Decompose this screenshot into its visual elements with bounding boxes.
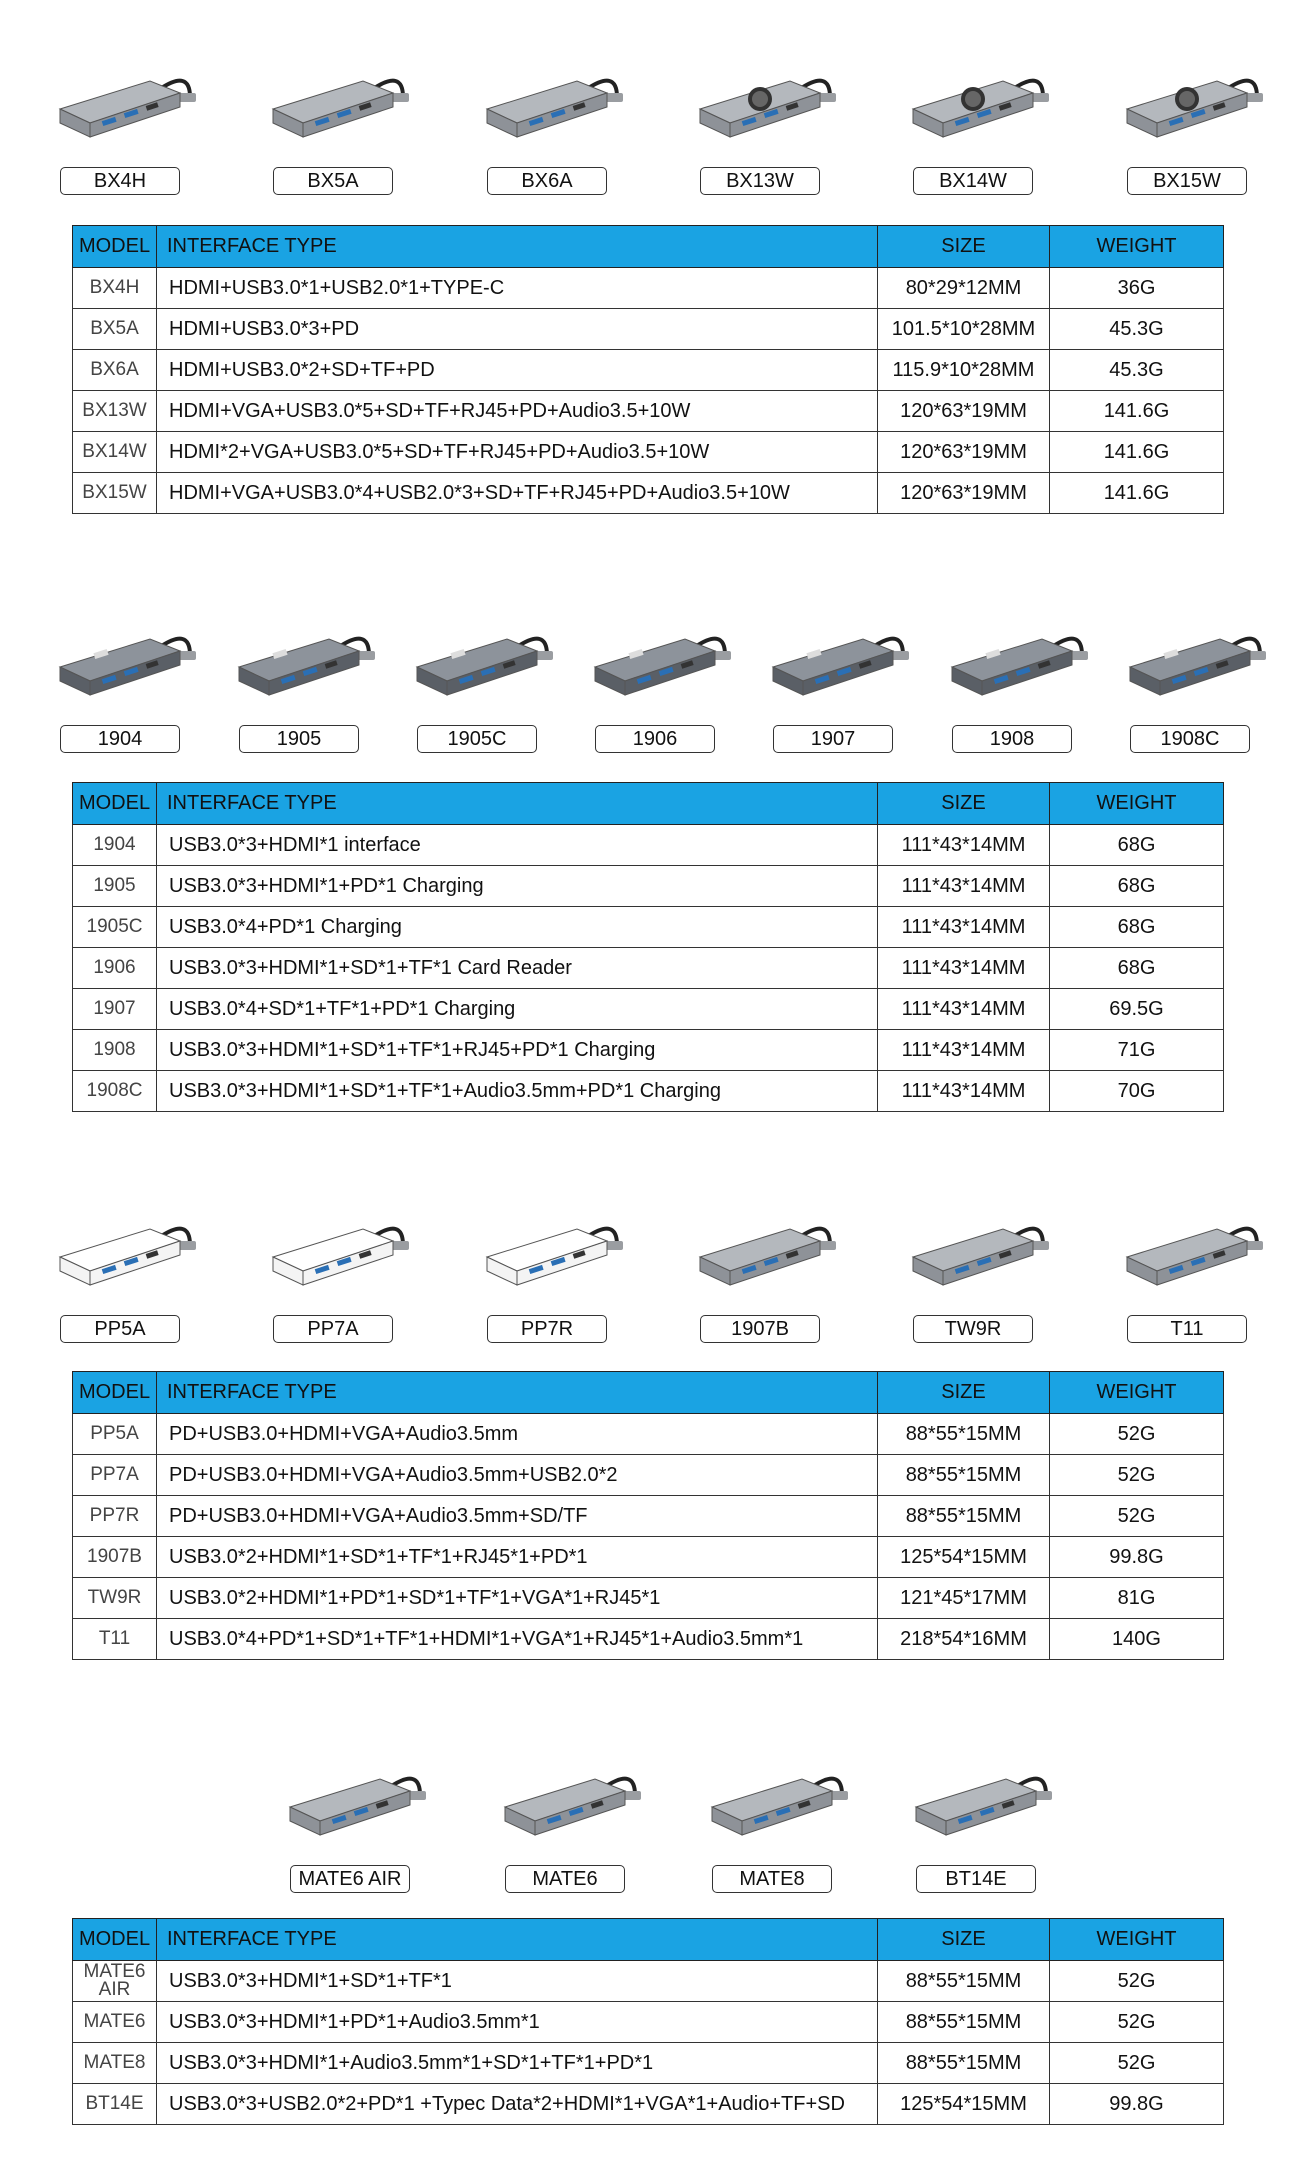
cell-size: 111*43*14MM (878, 866, 1050, 907)
cell-size: 101.5*10*28MM (878, 309, 1050, 350)
cell-size: 88*55*15MM (878, 2043, 1050, 2084)
product-label: MATE6 AIR (290, 1865, 410, 1893)
cell-weight: 52G (1050, 1414, 1224, 1455)
header-interface-type: INTERFACE TYPE (157, 1919, 878, 1961)
header-interface-type: INTERFACE TYPE (157, 1372, 878, 1414)
product-item (253, 45, 413, 197)
cell-size: 120*63*19MM (878, 473, 1050, 514)
product-label: 1908C (1130, 725, 1250, 753)
header-size: SIZE (878, 1372, 1050, 1414)
spec-table-3 (72, 1371, 1224, 1660)
product-image (219, 607, 379, 717)
cell-model: 1904 (73, 825, 157, 866)
product-item (40, 575, 200, 755)
cell-size: 88*55*15MM (878, 1414, 1050, 1455)
cell-weight: 68G (1050, 907, 1224, 948)
cell-size: 111*43*14MM (878, 989, 1050, 1030)
cell-size: 218*54*16MM (878, 1619, 1050, 1660)
table-row (73, 350, 1224, 391)
cell-model: BX15W (73, 473, 157, 514)
header-size: SIZE (878, 783, 1050, 825)
product-image (397, 607, 557, 717)
product-item (485, 1715, 645, 1895)
product-label: TW9R (913, 1315, 1033, 1343)
cell-interface-type: PD+USB3.0+HDMI+VGA+Audio3.5mm+USB2.0*2 (157, 1455, 878, 1496)
table-row (73, 309, 1224, 350)
product-item (692, 1715, 852, 1895)
cell-weight: 68G (1050, 825, 1224, 866)
cell-interface-type: USB3.0*3+HDMI*1+SD*1+TF*1+RJ45+PD*1 Charging (157, 1030, 878, 1071)
table-row (73, 825, 1224, 866)
product-image (485, 1747, 645, 1857)
table-header-row (73, 1919, 1224, 1961)
cell-model: 1908 (73, 1030, 157, 1071)
cell-size: 111*43*14MM (878, 825, 1050, 866)
product-image (1110, 607, 1270, 717)
cell-interface-type: USB3.0*2+HDMI*1+SD*1+TF*1+RJ45*1+PD*1 (157, 1537, 878, 1578)
product-label: PP7A (273, 1315, 393, 1343)
table-header-row (73, 226, 1224, 268)
table-row (73, 866, 1224, 907)
cell-size: 88*55*15MM (878, 1961, 1050, 2002)
cell-interface-type: HDMI+USB3.0*3+PD (157, 309, 878, 350)
cell-weight: 45.3G (1050, 309, 1224, 350)
product-label: BX4H (60, 167, 180, 195)
product-image (253, 49, 413, 159)
product-label: T11 (1127, 1315, 1247, 1343)
spec-table-1 (72, 225, 1224, 514)
cell-size: 125*54*15MM (878, 2084, 1050, 2125)
cell-interface-type: USB3.0*2+HDMI*1+PD*1+SD*1+TF*1+VGA*1+RJ45*1 (157, 1578, 878, 1619)
product-image (680, 49, 840, 159)
cell-interface-type: HDMI+USB3.0*1+USB2.0*1+TYPE-C (157, 268, 878, 309)
product-label: PP7R (487, 1315, 607, 1343)
product-item (219, 575, 379, 755)
product-label: BX5A (273, 167, 393, 195)
table-row (73, 1537, 1224, 1578)
header-weight: WEIGHT (1050, 226, 1224, 268)
table-row (73, 1619, 1224, 1660)
product-image (1107, 49, 1267, 159)
product-image (753, 607, 913, 717)
cell-interface-type: USB3.0*3+HDMI*1 interface (157, 825, 878, 866)
product-image (1107, 1197, 1267, 1307)
product-label: BX14W (913, 167, 1033, 195)
cell-size: 115.9*10*28MM (878, 350, 1050, 391)
product-image (896, 1747, 1056, 1857)
product-item (1110, 575, 1270, 755)
table-row (73, 948, 1224, 989)
cell-weight: 71G (1050, 1030, 1224, 1071)
cell-interface-type: USB3.0*3+HDMI*1+PD*1 Charging (157, 866, 878, 907)
cell-model: 1906 (73, 948, 157, 989)
cell-model: PP7R (73, 1496, 157, 1537)
cell-size: 125*54*15MM (878, 1537, 1050, 1578)
cell-weight: 99.8G (1050, 1537, 1224, 1578)
header-model: MODEL (73, 226, 157, 268)
product-item (397, 575, 557, 755)
cell-interface-type: USB3.0*4+SD*1+TF*1+PD*1 Charging (157, 989, 878, 1030)
cell-size: 80*29*12MM (878, 268, 1050, 309)
product-label: 1908 (952, 725, 1072, 753)
cell-weight: 68G (1050, 866, 1224, 907)
cell-weight: 52G (1050, 1455, 1224, 1496)
cell-size: 111*43*14MM (878, 1030, 1050, 1071)
product-label: 1906 (595, 725, 715, 753)
cell-weight: 140G (1050, 1619, 1224, 1660)
cell-interface-type: PD+USB3.0+HDMI+VGA+Audio3.5mm+SD/TF (157, 1496, 878, 1537)
product-item (270, 1715, 430, 1895)
cell-interface-type: USB3.0*3+HDMI*1+SD*1+TF*1 Card Reader (157, 948, 878, 989)
product-label: MATE6 (505, 1865, 625, 1893)
cell-size: 111*43*14MM (878, 907, 1050, 948)
product-image (680, 1197, 840, 1307)
product-image (932, 607, 1092, 717)
table-row (73, 1030, 1224, 1071)
product-image (893, 1197, 1053, 1307)
cell-weight: 52G (1050, 2043, 1224, 2084)
cell-model: MATE8 (73, 2043, 157, 2084)
cell-weight: 69.5G (1050, 989, 1224, 1030)
table-row (73, 989, 1224, 1030)
cell-model: 1907B (73, 1537, 157, 1578)
product-label: 1904 (60, 725, 180, 753)
product-item (575, 575, 735, 755)
product-image (270, 1747, 430, 1857)
cell-model: BX13W (73, 391, 157, 432)
cell-weight: 70G (1050, 1071, 1224, 1112)
table-row (73, 432, 1224, 473)
cell-size: 88*55*15MM (878, 2002, 1050, 2043)
cell-weight: 141.6G (1050, 432, 1224, 473)
product-image (253, 1197, 413, 1307)
header-weight: WEIGHT (1050, 783, 1224, 825)
header-size: SIZE (878, 226, 1050, 268)
cell-model: BT14E (73, 2084, 157, 2125)
cell-weight: 68G (1050, 948, 1224, 989)
header-model: MODEL (73, 783, 157, 825)
header-weight: WEIGHT (1050, 1919, 1224, 1961)
product-label: BX13W (700, 167, 820, 195)
cell-size: 120*63*19MM (878, 432, 1050, 473)
product-item (932, 575, 1092, 755)
header-interface-type: INTERFACE TYPE (157, 783, 878, 825)
product-item (1107, 1165, 1267, 1345)
header-model: MODEL (73, 1919, 157, 1961)
cell-model: 1908C (73, 1071, 157, 1112)
cell-model: 1907 (73, 989, 157, 1030)
cell-model: MATE6 (73, 2002, 157, 2043)
product-image (40, 49, 200, 159)
cell-interface-type: USB3.0*3+USB2.0*2+PD*1 +Typec Data*2+HDMI*1+VGA*1+Audio+TF+SD (157, 2084, 878, 2125)
table-row (73, 2084, 1224, 2125)
table-row (73, 1496, 1224, 1537)
product-item (253, 1165, 413, 1345)
table-row (73, 1414, 1224, 1455)
cell-model: BX5A (73, 309, 157, 350)
product-label: 1907B (700, 1315, 820, 1343)
cell-interface-type: HDMI*2+VGA+USB3.0*5+SD+TF+RJ45+PD+Audio3.5+10W (157, 432, 878, 473)
table-row (73, 2002, 1224, 2043)
spec-table-2 (72, 782, 1224, 1112)
cell-weight: 141.6G (1050, 391, 1224, 432)
product-label: 1905 (239, 725, 359, 753)
cell-interface-type: HDMI+VGA+USB3.0*4+USB2.0*3+SD+TF+RJ45+PD+Audio3.5+10W (157, 473, 878, 514)
product-item (753, 575, 913, 755)
cell-interface-type: USB3.0*3+HDMI*1+SD*1+TF*1 (157, 1961, 878, 2002)
cell-model: BX6A (73, 350, 157, 391)
cell-interface-type: HDMI+VGA+USB3.0*5+SD+TF+RJ45+PD+Audio3.5+10W (157, 391, 878, 432)
cell-size: 88*55*15MM (878, 1455, 1050, 1496)
cell-weight: 36G (1050, 268, 1224, 309)
table-row (73, 268, 1224, 309)
product-item (467, 45, 627, 197)
cell-model: PP5A (73, 1414, 157, 1455)
product-image (692, 1747, 852, 1857)
product-image (467, 1197, 627, 1307)
cell-model: T11 (73, 1619, 157, 1660)
product-label: BT14E (916, 1865, 1036, 1893)
product-item (467, 1165, 627, 1345)
cell-size: 120*63*19MM (878, 391, 1050, 432)
cell-weight: 52G (1050, 1496, 1224, 1537)
header-interface-type: INTERFACE TYPE (157, 226, 878, 268)
cell-size: 111*43*14MM (878, 1071, 1050, 1112)
table-header-row (73, 1372, 1224, 1414)
cell-interface-type: USB3.0*3+HDMI*1+Audio3.5mm*1+SD*1+TF*1+PD*1 (157, 2043, 878, 2084)
product-image (575, 607, 735, 717)
cell-interface-type: USB3.0*3+HDMI*1+PD*1+Audio3.5mm*1 (157, 2002, 878, 2043)
cell-weight: 81G (1050, 1578, 1224, 1619)
product-label: BX15W (1127, 167, 1247, 195)
product-item (680, 1165, 840, 1345)
product-label: BX6A (487, 167, 607, 195)
table-row (73, 1071, 1224, 1112)
cell-size: 88*55*15MM (878, 1496, 1050, 1537)
cell-model: BX14W (73, 432, 157, 473)
product-item (680, 45, 840, 197)
product-image (40, 1197, 200, 1307)
table-row (73, 907, 1224, 948)
product-item (40, 1165, 200, 1345)
table-row (73, 1961, 1224, 2002)
cell-weight: 45.3G (1050, 350, 1224, 391)
header-model: MODEL (73, 1372, 157, 1414)
product-item (1107, 45, 1267, 197)
product-label: 1907 (773, 725, 893, 753)
product-image (893, 49, 1053, 159)
cell-interface-type: HDMI+USB3.0*2+SD+TF+PD (157, 350, 878, 391)
product-item (896, 1715, 1056, 1895)
table-row (73, 1455, 1224, 1496)
product-label: PP5A (60, 1315, 180, 1343)
cell-size: 121*45*17MM (878, 1578, 1050, 1619)
cell-interface-type: USB3.0*3+HDMI*1+SD*1+TF*1+Audio3.5mm+PD*1 Charging (157, 1071, 878, 1112)
cell-model: PP7A (73, 1455, 157, 1496)
product-image (40, 607, 200, 717)
cell-interface-type: PD+USB3.0+HDMI+VGA+Audio3.5mm (157, 1414, 878, 1455)
cell-size: 111*43*14MM (878, 948, 1050, 989)
cell-model: BX4H (73, 268, 157, 309)
cell-interface-type: USB3.0*4+PD*1+SD*1+TF*1+HDMI*1+VGA*1+RJ45*1+Audio3.5mm*1 (157, 1619, 878, 1660)
table-row (73, 2043, 1224, 2084)
table-row (73, 1578, 1224, 1619)
cell-weight: 52G (1050, 2002, 1224, 2043)
product-image (467, 49, 627, 159)
header-size: SIZE (878, 1919, 1050, 1961)
cell-model: MATE6 AIR (73, 1961, 157, 2002)
table-row (73, 473, 1224, 514)
product-label: MATE8 (712, 1865, 832, 1893)
cell-model: TW9R (73, 1578, 157, 1619)
cell-weight: 52G (1050, 1961, 1224, 2002)
cell-weight: 141.6G (1050, 473, 1224, 514)
spec-table-4 (72, 1918, 1224, 2125)
cell-model: 1905 (73, 866, 157, 907)
table-header-row (73, 783, 1224, 825)
header-weight: WEIGHT (1050, 1372, 1224, 1414)
cell-model: 1905C (73, 907, 157, 948)
cell-weight: 99.8G (1050, 2084, 1224, 2125)
product-item (893, 1165, 1053, 1345)
cell-interface-type: USB3.0*4+PD*1 Charging (157, 907, 878, 948)
table-row (73, 391, 1224, 432)
product-label: 1905C (417, 725, 537, 753)
product-item (40, 45, 200, 197)
product-item (893, 45, 1053, 197)
